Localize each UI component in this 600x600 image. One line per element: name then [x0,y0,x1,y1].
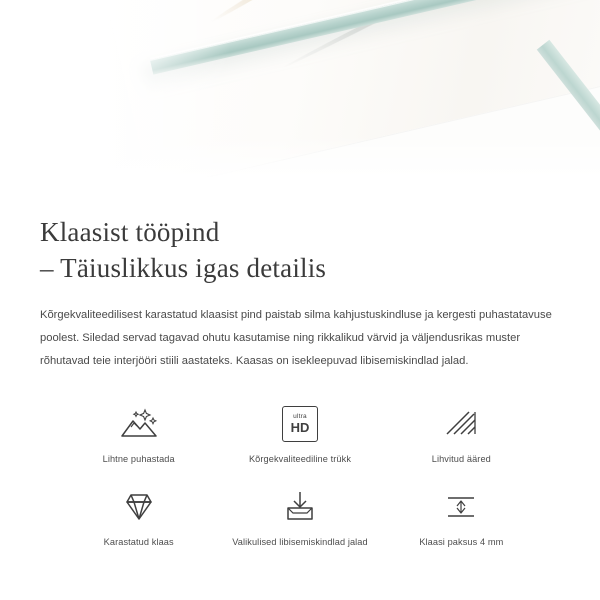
diagonal-lines-icon [441,403,481,445]
ultra-hd-bottom-text: HD [290,420,310,436]
download-box-icon [280,486,320,528]
feature-item [219,486,380,547]
sparkle-mountain-icon [118,403,160,445]
hero-image [0,0,600,196]
feature-grid [40,403,560,547]
ultra-hd-top-text: ultra [293,412,307,420]
product-description-text: Kõrgekvaliteedilisest karastatud klaasist pind paistab silma kahjustuskindluse ja kergesti puhastatavuse poolest. Siledad servad tagavad ohutu kasutamise ning rikkalikud värvid ja väljendusrikas muster rõhutavad teie interjööri stiili aastateks. Kaasas on isekleepuvad libisemiskindlad jalad. [40,309,552,367]
feature-item [58,486,219,547]
diamond-icon [119,486,159,528]
hero-bottom-fade [0,136,600,196]
feature-item [381,403,542,464]
feature-label: Klaasi paksus 4 mm [419,537,504,547]
page-title-line-2: – Täiuslikkus igas detailis [40,253,327,283]
feature-item [58,403,219,464]
content-area [0,214,600,547]
feature-label: Karastatud klaas [103,537,174,547]
feature-label: Lihtne puhastada [102,454,175,464]
feature-item [219,403,380,464]
feature-label: Kõrgekvaliteediline trükk [248,454,352,464]
feature-label: Valikulised libisemiskindlad jalad [232,537,368,547]
thickness-arrows-icon [441,486,481,528]
feature-item [381,486,542,547]
page-title-line-1: Klaasist tööpind [40,217,220,247]
feature-label: Lihvitud ääred [431,454,491,464]
ultra-hd-badge-icon [282,403,318,445]
page-title [40,214,560,286]
